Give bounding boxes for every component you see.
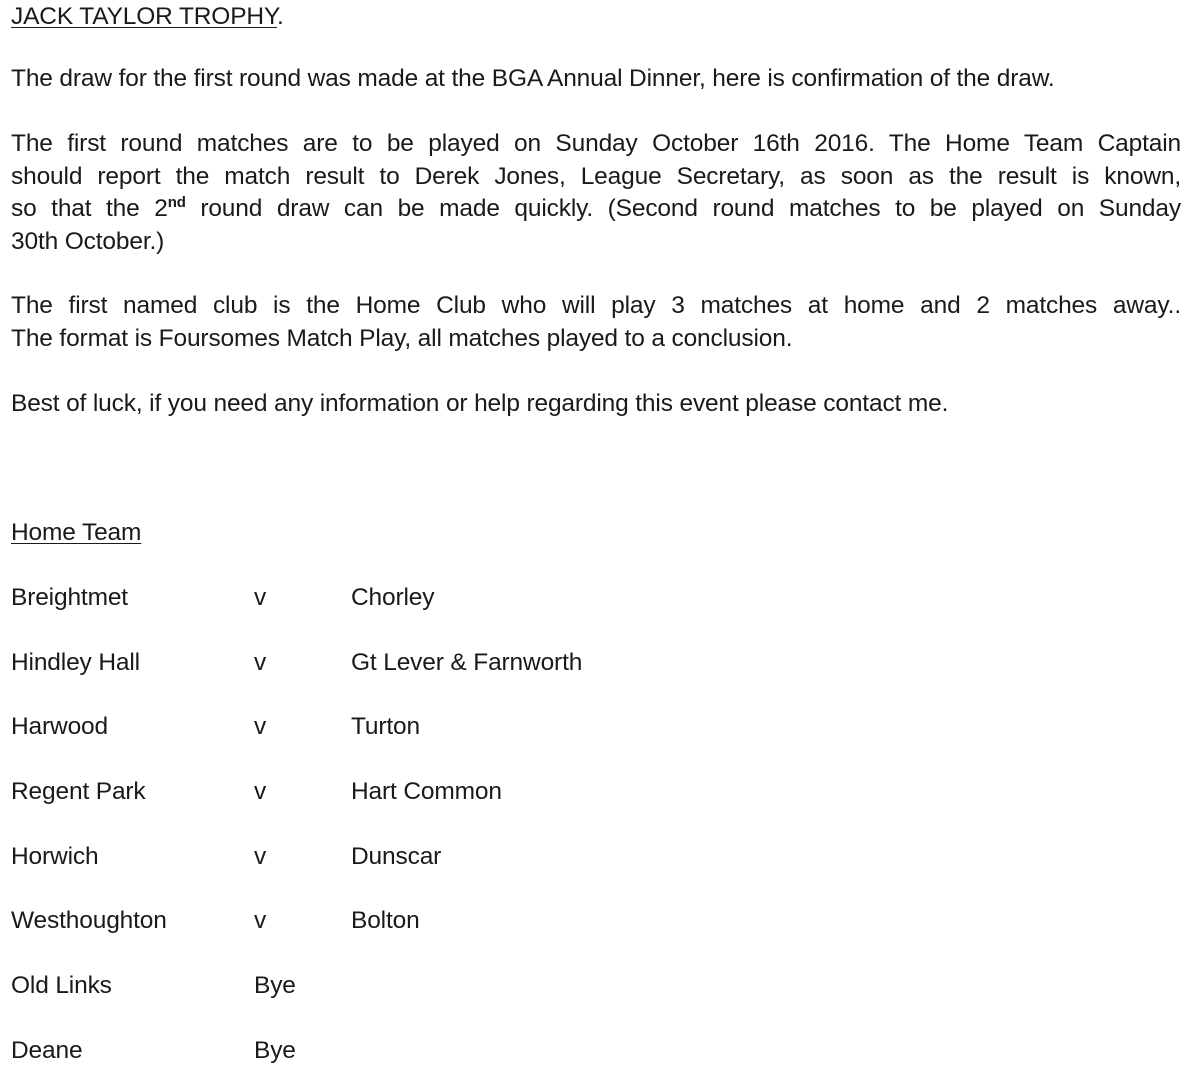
paragraph-format-info [11, 290, 1181, 355]
fixture-row [11, 776, 911, 809]
paragraph-contact: Best of luck, if you need any information or help regarding this event please contact me. [11, 390, 949, 417]
fixture-row [11, 647, 911, 680]
title-suffix: . [276, 3, 284, 30]
paragraph-match-schedule [11, 128, 1181, 258]
away-club: Hart Common [351, 778, 502, 805]
versus-label: v [254, 649, 267, 676]
fixture-row [11, 582, 911, 615]
home-club: Westhoughton [11, 907, 167, 934]
ordinal-suffix: nd [167, 194, 186, 211]
home-club: Old Links [11, 972, 112, 999]
schedule-line-3-after: round draw can be made quickly. (Second round matches to be played on Sunday [185, 195, 1181, 222]
home-team-heading: Home Team [11, 519, 142, 546]
paragraph-draw-info: The draw for the first round was made at the BGA Annual Dinner, here is confirmation of the draw. [11, 65, 1055, 92]
versus-label: v [254, 713, 267, 740]
home-club: Regent Park [11, 778, 146, 805]
away-club: Chorley [351, 584, 435, 611]
bye-row [11, 1035, 911, 1068]
versus-label: v [254, 778, 267, 805]
bye-label: Bye [254, 972, 296, 999]
schedule-line-4: 30th October.) [11, 227, 165, 255]
home-club: Horwich [11, 843, 99, 870]
schedule-line-2: should report the match result to Derek Jones, League Secretary, as soon as the result is known, [11, 162, 1181, 190]
fixture-row [11, 711, 911, 744]
format-line-2: The format is Foursomes Match Play, all matches played to a conclusion. [11, 324, 793, 352]
fixture-row [11, 841, 911, 874]
fixture-row [11, 905, 911, 938]
versus-label: v [254, 907, 267, 934]
versus-label: v [254, 584, 267, 611]
away-club: Dunscar [351, 843, 442, 870]
away-club: Bolton [351, 907, 420, 934]
schedule-line-1: The first round matches are to be played on Sunday October 16th 2016. The Home Team Captain [11, 130, 1181, 157]
schedule-line-3 [11, 193, 1181, 226]
schedule-line-3-before: so that the 2 [11, 195, 168, 222]
home-club: Harwood [11, 713, 108, 740]
title-text: JACK TAYLOR TROPHY [11, 3, 277, 30]
bye-row [11, 970, 911, 1003]
document-title [11, 1, 284, 34]
home-club: Deane [11, 1037, 83, 1064]
format-line-1: The first named club is the Home Club who will play 3 matches at home and 2 matches away.. [11, 292, 1181, 319]
home-club: Hindley Hall [11, 649, 140, 676]
home-club: Breightmet [11, 584, 128, 611]
versus-label: v [254, 843, 267, 870]
away-club: Turton [351, 713, 420, 740]
bye-label: Bye [254, 1037, 296, 1064]
away-club: Gt Lever & Farnworth [351, 649, 583, 676]
